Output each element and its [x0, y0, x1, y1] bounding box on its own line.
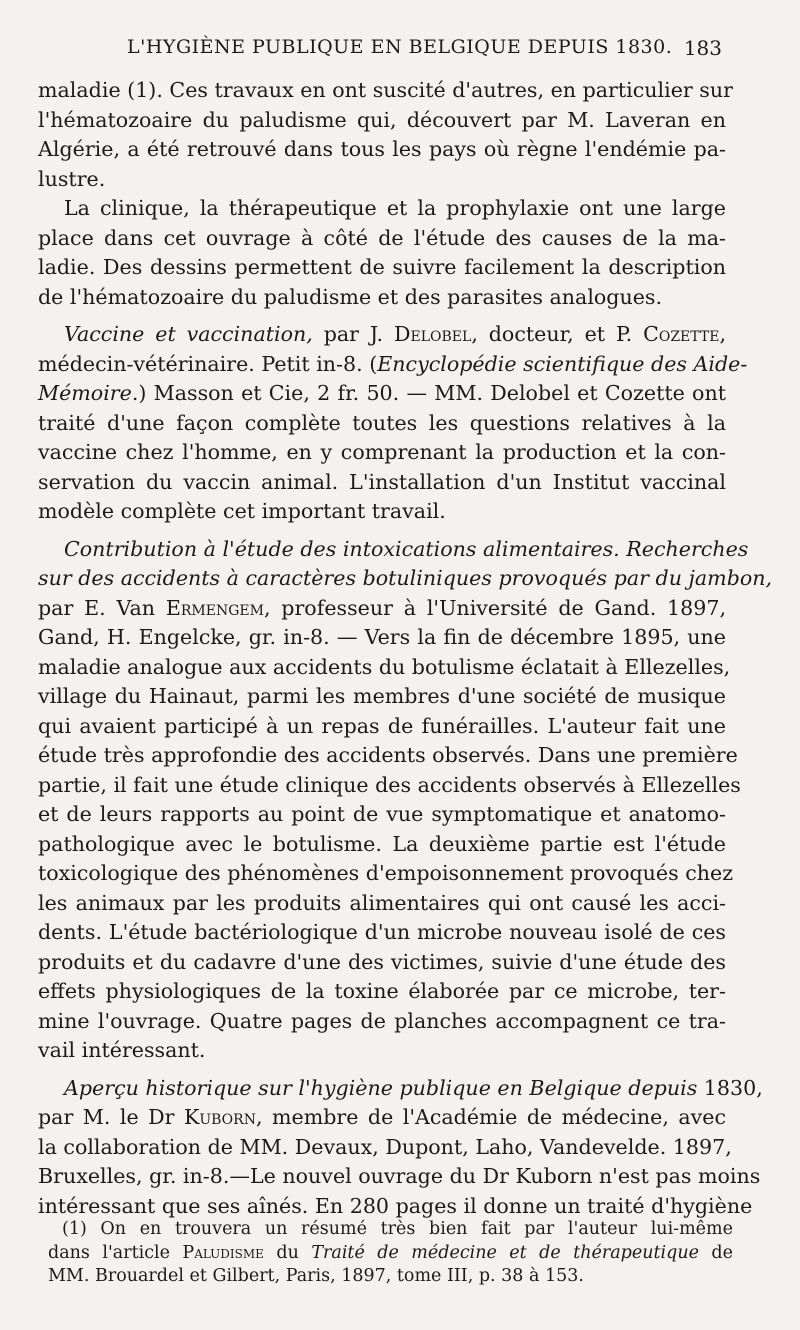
- text-line: les animaux par les produits alimentaires qui ont causé les acci-: [38, 890, 726, 915]
- author-name: Delobel: [394, 322, 472, 346]
- footnote: [48, 1218, 733, 1289]
- text-line: dents. L'étude bactériologique d'un microbe nouveau isolé de ces: [38, 920, 726, 944]
- text-line: médecin-vétérinaire. Petit in-8. (Encyclopédie scientifique des Aide-: [38, 351, 748, 376]
- text-line: intéressant que ses aînés. En 280 pages il donne un traité d'hygiène: [38, 1193, 753, 1218]
- text-line: [38, 564, 773, 594]
- text-line: lustre.: [38, 166, 106, 191]
- text-line: maladie (1). Ces travaux en ont suscité d'autres, en particulier sur: [38, 78, 733, 102]
- footnote-line: (1) On en trouvera un résumé très bien fait par l'auteur lui-même: [62, 1219, 733, 1239]
- series-title: Encyclopédie scientifique des Aide-: [377, 351, 748, 376]
- text-line: Algérie, a été retrouvé dans tous les pays où règne l'endémie pa-: [38, 137, 726, 161]
- review-intoxications: [38, 535, 773, 1066]
- text-line: et de leurs rapports au point de vue symptomatique et anatomo-: [38, 802, 726, 826]
- text-line: toxicologique des phénomènes d'empoisonnement provoqués chez: [38, 861, 734, 885]
- text-line: étude très approfondie des accidents observés. Dans une première: [38, 743, 738, 767]
- book-title: Contribution à l'étude des intoxications alimentaires. Recherches: [64, 536, 749, 561]
- text-line: la collaboration de MM. Devaux, Dupont, Laho, Vandevelde. 1897,: [38, 1134, 732, 1159]
- book-title: sur des accidents à caractères botuliniques provoqués par du jambon,: [38, 566, 773, 590]
- text-line: qui avaient participé à un repas de funérailles. L'auteur fait une: [38, 713, 726, 738]
- footnote-line: dans l'article Paludisme du Traité de médecine et de thérapeutique de: [48, 1242, 733, 1263]
- text-line: Vaccine et vaccination, par J. Delobel, docteur, et P. Cozette,: [64, 322, 726, 346]
- author-name: Ermengem: [165, 595, 264, 620]
- text-line: produits et du cadavre d'une des victimes, suivie d'une étude des: [38, 949, 726, 974]
- paragraph-paludisme-end: [38, 76, 733, 194]
- text-line: maladie analogue aux accidents du botulisme éclatait à Ellezelles,: [38, 654, 731, 679]
- paragraph-clinique: [38, 194, 726, 312]
- text-line: par M. le Dr Kuborn, membre de l'Académie de médecine, avec: [38, 1105, 726, 1129]
- text-line: modèle complète cet important travail.: [38, 499, 446, 523]
- text-line: par E. Van Ermengem, professeur à l'Université de Gand. 1897,: [38, 595, 726, 620]
- text-line: La clinique, la thérapeutique et la prophylaxie ont une large: [64, 196, 726, 220]
- footnote-line: MM. Brouardel et Gilbert, Paris, 1897, tome III, p. 38 à 153.: [48, 1266, 584, 1286]
- text-line: ladie. Des dessins permettent de suivre facilement la description: [38, 255, 726, 279]
- text-line: [38, 535, 749, 565]
- text-line: vaccine chez l'homme, en y comprenant la production et la con-: [38, 440, 726, 464]
- series-title: Mémoire.: [38, 381, 139, 405]
- text-line: Aperçu historique sur l'hygiène publique en Belgique depuis 1830,: [64, 1075, 763, 1100]
- review-apercu-historique: [38, 1074, 763, 1222]
- book-title: Vaccine et vaccination,: [64, 322, 313, 346]
- text-line: Gand, H. Engelcke, gr. in-8. — Vers la fin de décembre 1895, une: [38, 625, 726, 649]
- text-line: servation du vaccin animal. L'installation d'un Institut vaccinal: [38, 469, 726, 494]
- text-line: traité d'une façon complète toutes les questions relatives à la: [38, 410, 726, 435]
- text-line: Mémoire.) Masson et Cie, 2 fr. 50. — MM. Delobel et Cozette ont: [38, 381, 726, 405]
- author-name: Kuborn: [183, 1105, 256, 1129]
- text-line: vail intéressant.: [38, 1038, 206, 1062]
- author-name: Cozette: [643, 322, 720, 346]
- text-line: place dans cet ouvrage à côté de l'étude des causes de la ma-: [38, 225, 726, 250]
- page-number: 183: [683, 36, 722, 60]
- text-line: mine l'ouvrage. Quatre pages de planches accompagnent ce tra-: [38, 1008, 726, 1033]
- text-line: effets physiologiques de la toxine élaborée par ce microbe, ter-: [38, 979, 726, 1003]
- text-line: Bruxelles, gr. in-8.—Le nouvel ouvrage du Dr Kuborn n'est pas moins: [38, 1164, 761, 1188]
- page-header: [0, 36, 800, 66]
- text-line: pathologique avec le botulisme. La deuxième partie est l'étude: [38, 831, 726, 856]
- body-text: [38, 76, 773, 1221]
- running-title: L'HYGIÈNE PUBLIQUE EN BELGIQUE DEPUIS 1830.: [127, 36, 673, 58]
- text-line: partie, il fait une étude clinique des accidents observés à Ellezelles: [38, 772, 741, 797]
- review-vaccine: [38, 320, 748, 527]
- text-line: village du Hainaut, parmi les membres d'une société de musique: [38, 684, 726, 708]
- book-title: Aperçu historique sur l'hygiène publique en Belgique depuis: [64, 1075, 698, 1100]
- text-line: de l'hématozoaire du paludisme et des parasites analogues.: [38, 284, 663, 309]
- text-line: l'hématozoaire du paludisme qui, découvert par M. Laveran en: [38, 107, 726, 132]
